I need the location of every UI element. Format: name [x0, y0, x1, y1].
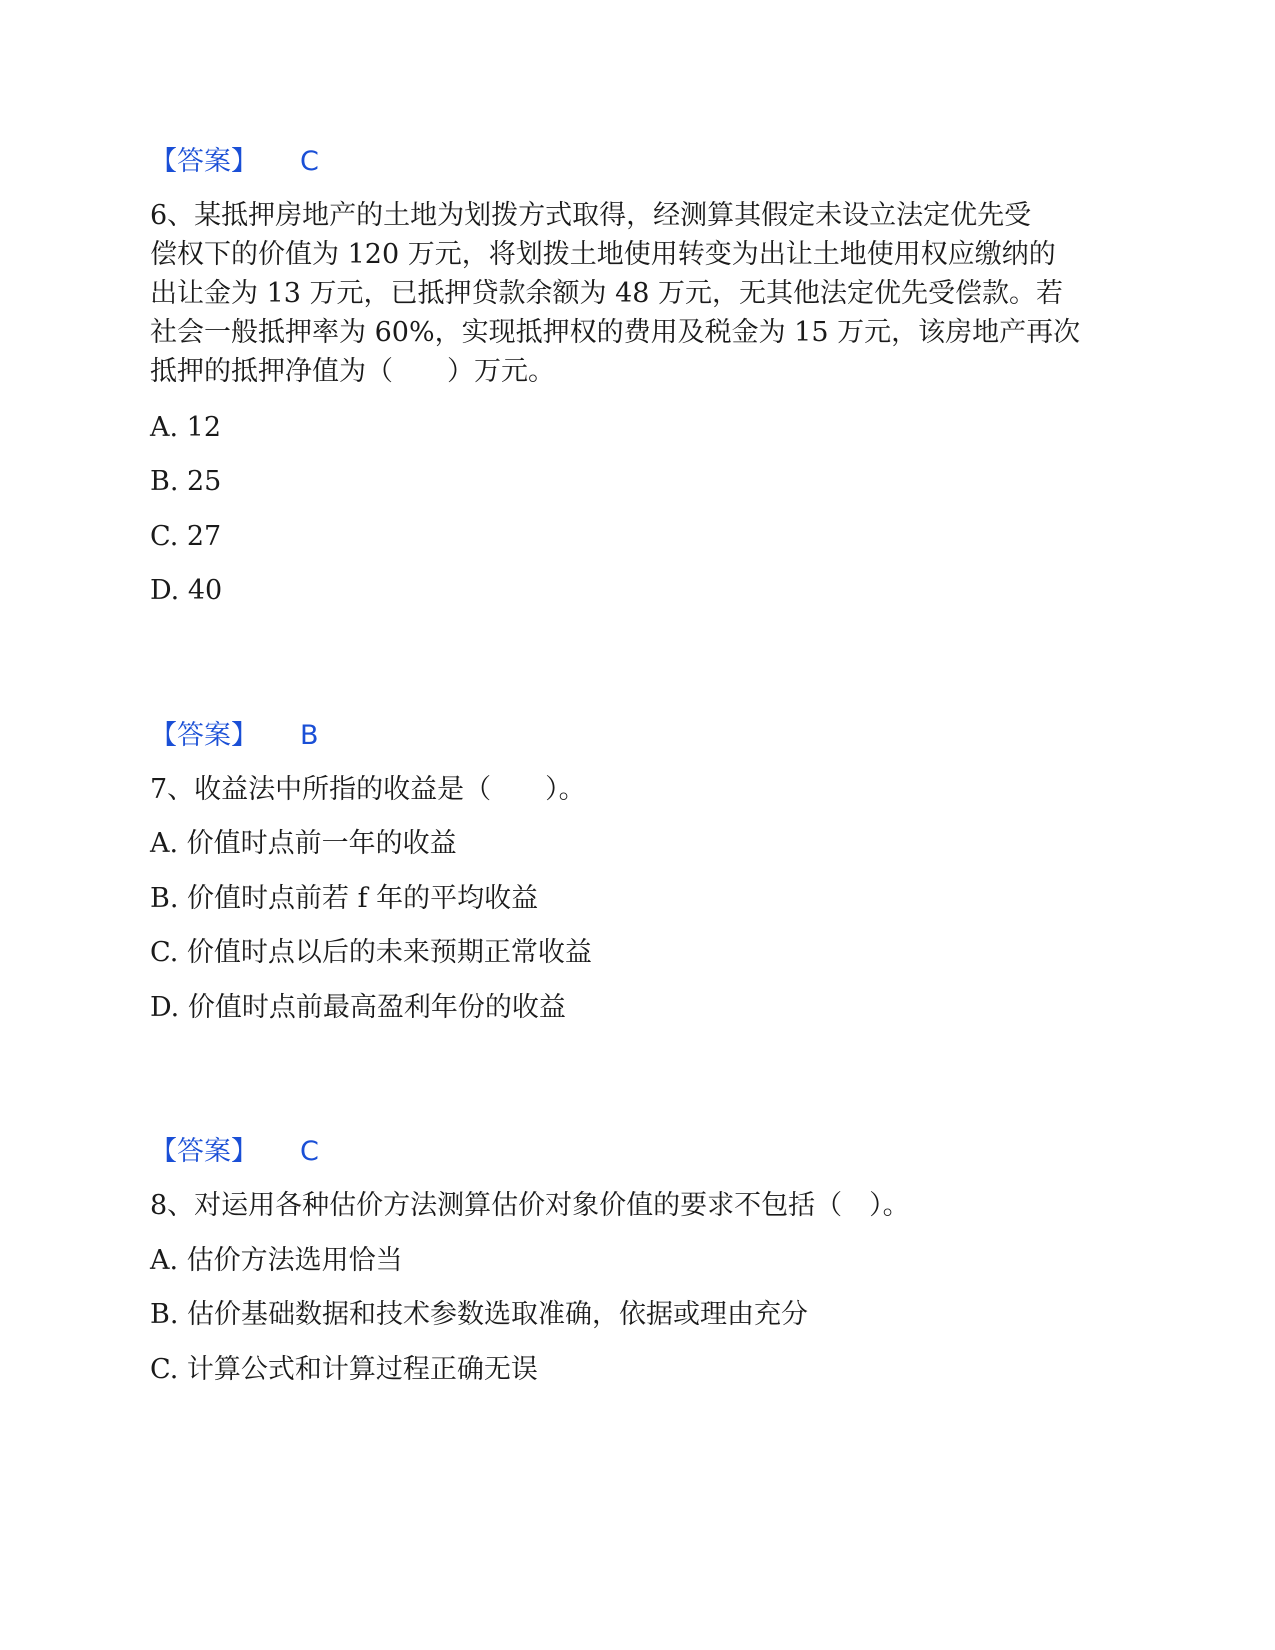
question-stem-line: 社会一般抵押率为 60%，实现抵押权的费用及税金为 15 万元，该房地产再次: [150, 317, 1081, 348]
question-stem-line: 抵押的抵押净值为（ ）万元。: [150, 356, 555, 387]
answer-value: C: [300, 1136, 319, 1167]
option-b: B. 价值时点前若 f 年的平均收益: [150, 883, 539, 914]
option-c: C. 27: [150, 521, 222, 552]
option-b: B. 估价基础数据和技术参数选取准确，依据或理由充分: [150, 1299, 809, 1330]
option-a: A. 12: [150, 412, 222, 443]
option-d: D. 价值时点前最高盈利年份的收益: [150, 992, 566, 1023]
option-c: C. 计算公式和计算过程正确无误: [150, 1354, 538, 1385]
answer-label: 【答案】: [150, 1136, 258, 1167]
option-d: D. 40: [150, 575, 223, 606]
question-stem-line: 6、某抵押房地产的土地为划拨方式取得，经测算其假定未设立法定优先受: [150, 200, 1032, 231]
option-c: C. 价值时点以后的未来预期正常收益: [150, 937, 592, 968]
answer-label: 【答案】: [150, 720, 258, 751]
answer-label: 【答案】: [150, 146, 258, 177]
question-stem: 8、对运用各种估价方法测算估价对象价值的要求不包括（ ）。: [150, 1190, 910, 1221]
answer-row: [150, 1132, 319, 1172]
option-a: A. 价值时点前一年的收益: [150, 828, 457, 859]
answer-value: C: [300, 146, 319, 177]
question-stem: 7、收益法中所指的收益是（ ）。: [150, 774, 586, 805]
option-b: B. 25: [150, 466, 222, 497]
answer-row: [150, 716, 319, 756]
question-stem-line: 偿权下的价值为 120 万元，将划拨土地使用转变为出让土地使用权应缴纳的: [150, 239, 1056, 270]
answer-value: B: [300, 720, 319, 751]
answer-row: [150, 142, 319, 182]
option-a: A. 估价方法选用恰当: [150, 1245, 403, 1276]
question-stem-line: 出让金为 13 万元，已抵押贷款余额为 48 万元，无其他法定优先受偿款。若: [150, 278, 1064, 309]
